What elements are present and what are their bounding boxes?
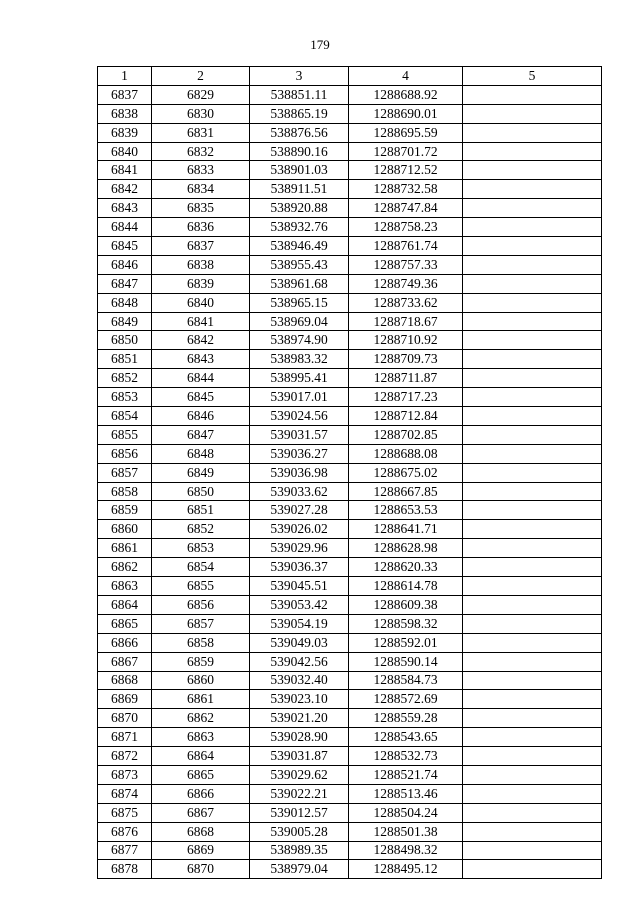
table-cell-col2: 6835 (152, 199, 250, 218)
table-cell-col4: 1288495.12 (349, 860, 463, 879)
table-cell-col5 (463, 331, 602, 350)
table-cell-col4: 1288641.71 (349, 520, 463, 539)
table-cell-col2: 6842 (152, 331, 250, 350)
table-row (98, 633, 602, 652)
coordinates-table (97, 66, 602, 879)
table-cell-col3: 539022.21 (250, 784, 349, 803)
table-cell-col1: 6860 (98, 520, 152, 539)
table-cell-col1: 6857 (98, 463, 152, 482)
table-cell-col3: 538901.03 (250, 161, 349, 180)
table-cell-col2: 6837 (152, 237, 250, 256)
table-cell-col2: 6856 (152, 595, 250, 614)
table-row (98, 199, 602, 218)
table-cell-col2: 6831 (152, 123, 250, 142)
table-cell-col1: 6870 (98, 709, 152, 728)
table-row (98, 860, 602, 879)
table-cell-col3: 538865.19 (250, 104, 349, 123)
table-cell-col5 (463, 841, 602, 860)
table-cell-col4: 1288532.73 (349, 747, 463, 766)
table-cell-col2: 6853 (152, 539, 250, 558)
table-cell-col1: 6852 (98, 369, 152, 388)
table-cell-col4: 1288747.84 (349, 199, 463, 218)
table-cell-col3: 539031.57 (250, 425, 349, 444)
table-cell-col1: 6856 (98, 444, 152, 463)
table-cell-col3: 539031.87 (250, 747, 349, 766)
table-cell-col1: 6855 (98, 425, 152, 444)
column-header-1: 1 (98, 67, 152, 86)
table-cell-col2: 6839 (152, 274, 250, 293)
column-header-4: 4 (349, 67, 463, 86)
table-cell-col3: 539021.20 (250, 709, 349, 728)
table-cell-col1: 6874 (98, 784, 152, 803)
table-row (98, 614, 602, 633)
table-cell-col5 (463, 520, 602, 539)
table-cell-col1: 6864 (98, 595, 152, 614)
table-cell-col5 (463, 501, 602, 520)
table-cell-col1: 6849 (98, 312, 152, 331)
table-cell-col4: 1288688.92 (349, 85, 463, 104)
table-cell-col1: 6878 (98, 860, 152, 879)
table-row (98, 255, 602, 274)
table-cell-col2: 6841 (152, 312, 250, 331)
table-cell-col5 (463, 765, 602, 784)
table-cell-col5 (463, 312, 602, 331)
table-cell-col5 (463, 293, 602, 312)
table-cell-col1: 6866 (98, 633, 152, 652)
table-row (98, 180, 602, 199)
table-cell-col2: 6861 (152, 690, 250, 709)
table-cell-col5 (463, 614, 602, 633)
table-row (98, 652, 602, 671)
table-row (98, 104, 602, 123)
table-cell-col4: 1288521.74 (349, 765, 463, 784)
table-row (98, 407, 602, 426)
table-cell-col3: 538961.68 (250, 274, 349, 293)
table-cell-col2: 6867 (152, 803, 250, 822)
table-cell-col2: 6851 (152, 501, 250, 520)
table-cell-col2: 6859 (152, 652, 250, 671)
table-cell-col1: 6858 (98, 482, 152, 501)
table-cell-col3: 538932.76 (250, 218, 349, 237)
table-cell-col3: 539024.56 (250, 407, 349, 426)
table-cell-col4: 1288695.59 (349, 123, 463, 142)
table-cell-col4: 1288717.23 (349, 388, 463, 407)
table-cell-col2: 6869 (152, 841, 250, 860)
table-cell-col4: 1288688.08 (349, 444, 463, 463)
table-cell-col3: 539027.28 (250, 501, 349, 520)
table-cell-col3: 538965.15 (250, 293, 349, 312)
table-row (98, 293, 602, 312)
table-cell-col4: 1288614.78 (349, 577, 463, 596)
table-cell-col5 (463, 558, 602, 577)
table-cell-col3: 539045.51 (250, 577, 349, 596)
table-cell-col1: 6838 (98, 104, 152, 123)
table-cell-col1: 6861 (98, 539, 152, 558)
table-cell-col5 (463, 425, 602, 444)
table-body (98, 85, 602, 878)
table-row (98, 85, 602, 104)
table-cell-col3: 538876.56 (250, 123, 349, 142)
table-row (98, 123, 602, 142)
column-header-5: 5 (463, 67, 602, 86)
table-row (98, 841, 602, 860)
table-cell-col2: 6829 (152, 85, 250, 104)
table-cell-col4: 1288572.69 (349, 690, 463, 709)
table-cell-col2: 6840 (152, 293, 250, 312)
table-cell-col4: 1288653.53 (349, 501, 463, 520)
table-cell-col4: 1288758.23 (349, 218, 463, 237)
table-cell-col1: 6840 (98, 142, 152, 161)
table-cell-col2: 6845 (152, 388, 250, 407)
table-cell-col5 (463, 482, 602, 501)
table-cell-col4: 1288513.46 (349, 784, 463, 803)
table-row (98, 482, 602, 501)
table-cell-col5 (463, 388, 602, 407)
table-cell-col1: 6847 (98, 274, 152, 293)
table-cell-col2: 6866 (152, 784, 250, 803)
table-cell-col5 (463, 709, 602, 728)
table-cell-col2: 6830 (152, 104, 250, 123)
table-cell-col1: 6854 (98, 407, 152, 426)
table-cell-col3: 539028.90 (250, 728, 349, 747)
table-cell-col3: 539036.37 (250, 558, 349, 577)
table-cell-col4: 1288690.01 (349, 104, 463, 123)
table-row (98, 539, 602, 558)
table-cell-col1: 6851 (98, 350, 152, 369)
table-cell-col1: 6843 (98, 199, 152, 218)
table-cell-col1: 6839 (98, 123, 152, 142)
table-cell-col4: 1288620.33 (349, 558, 463, 577)
table-cell-col5 (463, 237, 602, 256)
table-cell-col4: 1288718.67 (349, 312, 463, 331)
table-row (98, 425, 602, 444)
table-cell-col5 (463, 444, 602, 463)
table-row (98, 218, 602, 237)
table-cell-col1: 6853 (98, 388, 152, 407)
table-cell-col1: 6867 (98, 652, 152, 671)
table-cell-col3: 538955.43 (250, 255, 349, 274)
table-cell-col5 (463, 860, 602, 879)
table-cell-col3: 538969.04 (250, 312, 349, 331)
table-cell-col4: 1288504.24 (349, 803, 463, 822)
table-cell-col2: 6862 (152, 709, 250, 728)
table-cell-col3: 538989.35 (250, 841, 349, 860)
table-cell-col5 (463, 142, 602, 161)
table-cell-col1: 6846 (98, 255, 152, 274)
table-cell-col5 (463, 123, 602, 142)
table-cell-col4: 1288498.32 (349, 841, 463, 860)
table-cell-col1: 6875 (98, 803, 152, 822)
table-row (98, 520, 602, 539)
table-cell-col3: 538890.16 (250, 142, 349, 161)
table-cell-col3: 538995.41 (250, 369, 349, 388)
table-cell-col5 (463, 199, 602, 218)
table-row (98, 595, 602, 614)
table-row (98, 331, 602, 350)
table-row (98, 274, 602, 293)
table-cell-col2: 6849 (152, 463, 250, 482)
table-cell-col2: 6855 (152, 577, 250, 596)
page-number: 179 (310, 37, 330, 52)
table-cell-col5 (463, 180, 602, 199)
table-cell-col2: 6832 (152, 142, 250, 161)
table-cell-col3: 539032.40 (250, 671, 349, 690)
table-cell-col3: 539026.02 (250, 520, 349, 539)
table-row (98, 765, 602, 784)
table-cell-col1: 6865 (98, 614, 152, 633)
table-cell-col5 (463, 671, 602, 690)
table-cell-col2: 6846 (152, 407, 250, 426)
table-cell-col3: 539042.56 (250, 652, 349, 671)
table-cell-col3: 538851.11 (250, 85, 349, 104)
table-cell-col5 (463, 85, 602, 104)
table-row (98, 444, 602, 463)
table-cell-col4: 1288667.85 (349, 482, 463, 501)
table-cell-col5 (463, 104, 602, 123)
table-cell-col4: 1288761.74 (349, 237, 463, 256)
table-cell-col5 (463, 369, 602, 388)
table-cell-col3: 539005.28 (250, 822, 349, 841)
table-cell-col4: 1288712.84 (349, 407, 463, 426)
table-cell-col1: 6841 (98, 161, 152, 180)
table-cell-col4: 1288501.38 (349, 822, 463, 841)
table-cell-col4: 1288598.32 (349, 614, 463, 633)
table-cell-col2: 6850 (152, 482, 250, 501)
table-cell-col2: 6865 (152, 765, 250, 784)
table-cell-col5 (463, 633, 602, 652)
table-cell-col1: 6863 (98, 577, 152, 596)
table-cell-col2: 6852 (152, 520, 250, 539)
table-cell-col3: 539053.42 (250, 595, 349, 614)
table-row (98, 312, 602, 331)
table-cell-col2: 6864 (152, 747, 250, 766)
table-row (98, 690, 602, 709)
table-cell-col3: 539029.62 (250, 765, 349, 784)
table-cell-col4: 1288709.73 (349, 350, 463, 369)
table-cell-col3: 538911.51 (250, 180, 349, 199)
table-cell-col1: 6873 (98, 765, 152, 784)
table-cell-col4: 1288757.33 (349, 255, 463, 274)
table-row (98, 728, 602, 747)
table-cell-col2: 6857 (152, 614, 250, 633)
table-cell-col1: 6848 (98, 293, 152, 312)
table-row (98, 747, 602, 766)
table-cell-col5 (463, 218, 602, 237)
table-cell-col1: 6845 (98, 237, 152, 256)
table-row (98, 388, 602, 407)
table-cell-col5 (463, 350, 602, 369)
table-row (98, 558, 602, 577)
table-cell-col5 (463, 690, 602, 709)
table-cell-col4: 1288559.28 (349, 709, 463, 728)
table-cell-col4: 1288733.62 (349, 293, 463, 312)
table-cell-col3: 539036.27 (250, 444, 349, 463)
table-cell-col5 (463, 407, 602, 426)
table-cell-col2: 6833 (152, 161, 250, 180)
table-cell-col5 (463, 728, 602, 747)
table-cell-col3: 538946.49 (250, 237, 349, 256)
table-cell-col4: 1288732.58 (349, 180, 463, 199)
table-cell-col3: 539033.62 (250, 482, 349, 501)
table-row (98, 803, 602, 822)
table-cell-col4: 1288592.01 (349, 633, 463, 652)
table-cell-col3: 539012.57 (250, 803, 349, 822)
table-cell-col3: 539036.98 (250, 463, 349, 482)
table-header-row (98, 67, 602, 86)
column-header-3: 3 (250, 67, 349, 86)
table-row (98, 577, 602, 596)
table-cell-col5 (463, 577, 602, 596)
table-cell-col5 (463, 747, 602, 766)
table-cell-col3: 538974.90 (250, 331, 349, 350)
table-cell-col1: 6850 (98, 331, 152, 350)
table-row (98, 671, 602, 690)
table-cell-col3: 538979.04 (250, 860, 349, 879)
column-header-2: 2 (152, 67, 250, 86)
table-cell-col4: 1288584.73 (349, 671, 463, 690)
table-cell-col4: 1288711.87 (349, 369, 463, 388)
table-row (98, 463, 602, 482)
table-row (98, 142, 602, 161)
table-cell-col4: 1288675.02 (349, 463, 463, 482)
table-row (98, 369, 602, 388)
table-cell-col3: 539029.96 (250, 539, 349, 558)
table-cell-col4: 1288702.85 (349, 425, 463, 444)
table-row (98, 709, 602, 728)
table-cell-col3: 539023.10 (250, 690, 349, 709)
table-cell-col3: 538920.88 (250, 199, 349, 218)
table-cell-col4: 1288609.38 (349, 595, 463, 614)
table-cell-col1: 6862 (98, 558, 152, 577)
table-cell-col1: 6872 (98, 747, 152, 766)
table-row (98, 237, 602, 256)
table-cell-col5 (463, 463, 602, 482)
table-cell-col1: 6876 (98, 822, 152, 841)
table-cell-col1: 6868 (98, 671, 152, 690)
table-cell-col1: 6844 (98, 218, 152, 237)
table-cell-col1: 6837 (98, 85, 152, 104)
table-row (98, 161, 602, 180)
table-cell-col1: 6869 (98, 690, 152, 709)
table-cell-col5 (463, 161, 602, 180)
table-cell-col5 (463, 595, 602, 614)
table-cell-col3: 538983.32 (250, 350, 349, 369)
table-cell-col2: 6868 (152, 822, 250, 841)
table-cell-col2: 6863 (152, 728, 250, 747)
table-row (98, 501, 602, 520)
table-cell-col5 (463, 539, 602, 558)
table-cell-col2: 6844 (152, 369, 250, 388)
table-cell-col5 (463, 822, 602, 841)
table-cell-col4: 1288749.36 (349, 274, 463, 293)
table-cell-col1: 6877 (98, 841, 152, 860)
table-cell-col2: 6838 (152, 255, 250, 274)
table-cell-col5 (463, 255, 602, 274)
table-cell-col5 (463, 784, 602, 803)
table-row (98, 350, 602, 369)
table-cell-col3: 539049.03 (250, 633, 349, 652)
table-row (98, 784, 602, 803)
table-cell-col5 (463, 274, 602, 293)
table-cell-col3: 539054.19 (250, 614, 349, 633)
table-cell-col4: 1288701.72 (349, 142, 463, 161)
table-cell-col2: 6847 (152, 425, 250, 444)
table-cell-col4: 1288628.98 (349, 539, 463, 558)
table-cell-col4: 1288710.92 (349, 331, 463, 350)
table-cell-col4: 1288543.65 (349, 728, 463, 747)
table-cell-col2: 6834 (152, 180, 250, 199)
table-cell-col2: 6854 (152, 558, 250, 577)
table-cell-col2: 6870 (152, 860, 250, 879)
table-row (98, 822, 602, 841)
table-cell-col1: 6859 (98, 501, 152, 520)
table-cell-col2: 6858 (152, 633, 250, 652)
table-cell-col1: 6842 (98, 180, 152, 199)
table-cell-col5 (463, 803, 602, 822)
table-cell-col1: 6871 (98, 728, 152, 747)
table-cell-col4: 1288590.14 (349, 652, 463, 671)
table-cell-col2: 6836 (152, 218, 250, 237)
table-cell-col4: 1288712.52 (349, 161, 463, 180)
table-cell-col2: 6860 (152, 671, 250, 690)
table-cell-col5 (463, 652, 602, 671)
table-cell-col3: 539017.01 (250, 388, 349, 407)
table-cell-col2: 6843 (152, 350, 250, 369)
table-cell-col2: 6848 (152, 444, 250, 463)
